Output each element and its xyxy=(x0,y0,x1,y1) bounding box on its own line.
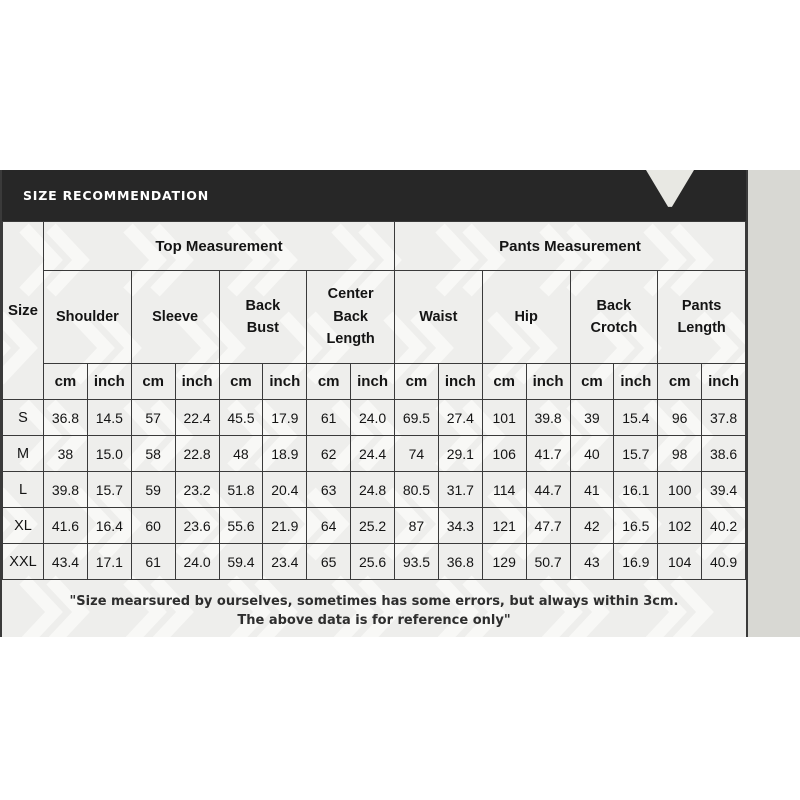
size-row-xl xyxy=(3,508,746,544)
value-cell: 24.0 xyxy=(351,400,395,436)
value-cell: 25.6 xyxy=(351,544,395,580)
value-cell: 16.9 xyxy=(614,544,658,580)
unit-header-cm: cm xyxy=(482,364,526,400)
value-cell: 55.6 xyxy=(219,508,263,544)
value-cell: 27.4 xyxy=(438,400,482,436)
value-cell: 23.2 xyxy=(175,472,219,508)
size-row-xxl xyxy=(3,544,746,580)
value-cell: 16.1 xyxy=(614,472,658,508)
value-cell: 61 xyxy=(307,400,351,436)
value-cell: 20.4 xyxy=(263,472,307,508)
measurement-header-shoulder: Shoulder xyxy=(44,271,132,364)
size-row-l xyxy=(3,472,746,508)
value-cell: 58 xyxy=(131,436,175,472)
value-cell: 40.2 xyxy=(702,508,746,544)
value-cell: 98 xyxy=(658,436,702,472)
value-cell: 61 xyxy=(131,544,175,580)
value-cell: 22.8 xyxy=(175,436,219,472)
unit-header-inch: inch xyxy=(351,364,395,400)
value-cell: 80.5 xyxy=(395,472,439,508)
value-cell: 48 xyxy=(219,436,263,472)
title-bar xyxy=(2,170,746,221)
size-cell: XXL xyxy=(3,544,44,580)
value-cell: 31.7 xyxy=(438,472,482,508)
value-cell: 22.4 xyxy=(175,400,219,436)
value-cell: 14.5 xyxy=(87,400,131,436)
measurement-header-waist: Waist xyxy=(395,271,483,364)
value-cell: 43.4 xyxy=(44,544,88,580)
value-cell: 18.9 xyxy=(263,436,307,472)
size-cell: M xyxy=(3,436,44,472)
value-cell: 59.4 xyxy=(219,544,263,580)
value-cell: 36.8 xyxy=(438,544,482,580)
group-header-pants-measurement: Pants Measurement xyxy=(395,222,746,271)
measurement-header-hip: Hip xyxy=(482,271,570,364)
value-cell: 17.9 xyxy=(263,400,307,436)
unit-header-cm: cm xyxy=(219,364,263,400)
value-cell: 59 xyxy=(131,472,175,508)
value-cell: 47.7 xyxy=(526,508,570,544)
value-cell: 15.7 xyxy=(87,472,131,508)
measurement-header-center-back-length: Center Back Length xyxy=(307,271,395,364)
size-chart-content xyxy=(0,170,748,637)
unit-header-inch: inch xyxy=(438,364,482,400)
unit-header-inch: inch xyxy=(702,364,746,400)
unit-header-inch: inch xyxy=(263,364,307,400)
value-cell: 100 xyxy=(658,472,702,508)
value-cell: 15.0 xyxy=(87,436,131,472)
size-measurement-table xyxy=(2,221,746,580)
value-cell: 43 xyxy=(570,544,614,580)
value-cell: 38.6 xyxy=(702,436,746,472)
value-cell: 40.9 xyxy=(702,544,746,580)
unit-header-cm: cm xyxy=(395,364,439,400)
size-cell: L xyxy=(3,472,44,508)
value-cell: 121 xyxy=(482,508,526,544)
value-cell: 17.1 xyxy=(87,544,131,580)
group-header-top-measurement: Top Measurement xyxy=(44,222,395,271)
value-cell: 25.2 xyxy=(351,508,395,544)
unit-header-inch: inch xyxy=(526,364,570,400)
value-cell: 29.1 xyxy=(438,436,482,472)
value-cell: 106 xyxy=(482,436,526,472)
value-cell: 60 xyxy=(131,508,175,544)
value-cell: 40 xyxy=(570,436,614,472)
value-cell: 42 xyxy=(570,508,614,544)
value-cell: 37.8 xyxy=(702,400,746,436)
value-cell: 16.4 xyxy=(87,508,131,544)
measurement-header-row xyxy=(3,271,746,364)
value-cell: 57 xyxy=(131,400,175,436)
value-cell: 24.0 xyxy=(175,544,219,580)
value-cell: 129 xyxy=(482,544,526,580)
value-cell: 101 xyxy=(482,400,526,436)
value-cell: 36.8 xyxy=(44,400,88,436)
value-cell: 24.8 xyxy=(351,472,395,508)
value-cell: 39.8 xyxy=(44,472,88,508)
value-cell: 24.4 xyxy=(351,436,395,472)
size-row-m xyxy=(3,436,746,472)
value-cell: 87 xyxy=(395,508,439,544)
value-cell: 41 xyxy=(570,472,614,508)
value-cell: 41.6 xyxy=(44,508,88,544)
value-cell: 69.5 xyxy=(395,400,439,436)
unit-header-cm: cm xyxy=(307,364,351,400)
measurement-header-sleeve: Sleeve xyxy=(131,271,219,364)
unit-header-cm: cm xyxy=(44,364,88,400)
side-strip xyxy=(748,170,800,637)
value-cell: 104 xyxy=(658,544,702,580)
value-cell: 74 xyxy=(395,436,439,472)
value-cell: 41.7 xyxy=(526,436,570,472)
value-cell: 44.7 xyxy=(526,472,570,508)
value-cell: 39.4 xyxy=(702,472,746,508)
value-cell: 63 xyxy=(307,472,351,508)
measurement-header-pants-length: Pants Length xyxy=(658,271,746,364)
unit-header-cm: cm xyxy=(131,364,175,400)
size-cell: S xyxy=(3,400,44,436)
value-cell: 34.3 xyxy=(438,508,482,544)
value-cell: 23.4 xyxy=(263,544,307,580)
unit-header-inch: inch xyxy=(87,364,131,400)
size-column-header: Size xyxy=(3,222,44,400)
unit-header-row xyxy=(3,364,746,400)
value-cell: 50.7 xyxy=(526,544,570,580)
measurement-header-back-bust: Back Bust xyxy=(219,271,307,364)
value-cell: 93.5 xyxy=(395,544,439,580)
panel-title: SIZE RECOMMENDATION xyxy=(23,188,209,203)
value-cell: 51.8 xyxy=(219,472,263,508)
unit-header-cm: cm xyxy=(570,364,614,400)
disclaimer-text xyxy=(2,593,746,631)
value-cell: 23.6 xyxy=(175,508,219,544)
value-cell: 15.4 xyxy=(614,400,658,436)
disclaimer-line-1: "Size mearsured by ourselves, sometimes has some errors, but always within 3cm. xyxy=(69,594,679,609)
value-cell: 65 xyxy=(307,544,351,580)
value-cell: 38 xyxy=(44,436,88,472)
size-row-s xyxy=(3,400,746,436)
value-cell: 45.5 xyxy=(219,400,263,436)
v-notch-icon xyxy=(646,170,694,208)
unit-header-cm: cm xyxy=(658,364,702,400)
size-cell: XL xyxy=(3,508,44,544)
value-cell: 16.5 xyxy=(614,508,658,544)
value-cell: 114 xyxy=(482,472,526,508)
unit-header-inch: inch xyxy=(614,364,658,400)
value-cell: 62 xyxy=(307,436,351,472)
value-cell: 64 xyxy=(307,508,351,544)
value-cell: 96 xyxy=(658,400,702,436)
value-cell: 102 xyxy=(658,508,702,544)
measurement-header-back-crotch: Back Crotch xyxy=(570,271,658,364)
value-cell: 15.7 xyxy=(614,436,658,472)
unit-header-inch: inch xyxy=(175,364,219,400)
size-chart-panel xyxy=(0,170,800,637)
value-cell: 39 xyxy=(570,400,614,436)
disclaimer-line-2: The above data is for reference only" xyxy=(237,612,511,628)
value-cell: 21.9 xyxy=(263,508,307,544)
group-header-row xyxy=(3,222,746,271)
value-cell: 39.8 xyxy=(526,400,570,436)
